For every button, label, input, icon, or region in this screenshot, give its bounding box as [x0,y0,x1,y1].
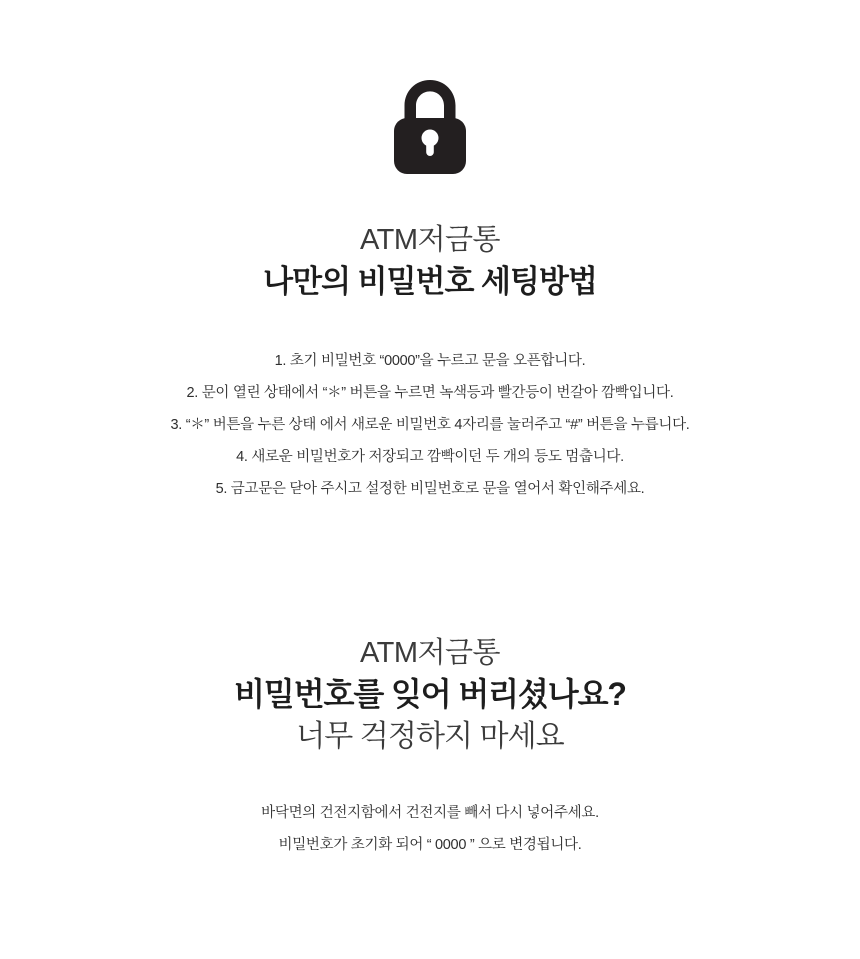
section1-title: 나만의 비밀번호 세팅방법 [263,264,597,300]
list-item: 비밀번호가 초기화 되어 “ 0000 ” 으로 변경됩니다. [278,837,582,854]
section1-subtitle: ATM저금통 [359,224,501,256]
section2-title: 비밀번호를 잊어 버리셨나요? [234,675,626,712]
list-item: 4. 새로운 비밀번호가 저장되고 깜빡이던 두 개의 등도 멈춥니다. [236,448,624,465]
lock-icon [382,76,478,181]
password-reset-notes [0,798,860,862]
list-item: 3. “＊” 버튼을 누른 상태 에서 새로운 비밀번호 4자리를 눌러주고 “#” 버튼을 누릅니다. [170,416,690,433]
lock-icon-container [0,0,860,181]
section2-title-light: 너무 걱정하지 마세요 [296,720,564,754]
list-item: 바닥면의 건전지함에서 건전지를 빼서 다시 넣어주세요. [261,805,599,822]
password-setup-section [0,223,860,506]
list-item: 2. 문이 열린 상태에서 “＊” 버튼을 누르면 녹색등과 빨간등이 번갈아 깜빡입니다. [186,384,674,401]
password-reset-section [0,636,860,863]
list-item: 5. 금고문은 닫아 주시고 설정한 비밀번호로 문을 열어서 확인해주세요. [215,480,645,497]
section2-subtitle: ATM저금통 [359,636,501,669]
password-setup-steps [0,346,860,505]
list-item: 1. 초기 비밀번호 “0000”을 누르고 문을 오픈합니다. [274,353,586,370]
